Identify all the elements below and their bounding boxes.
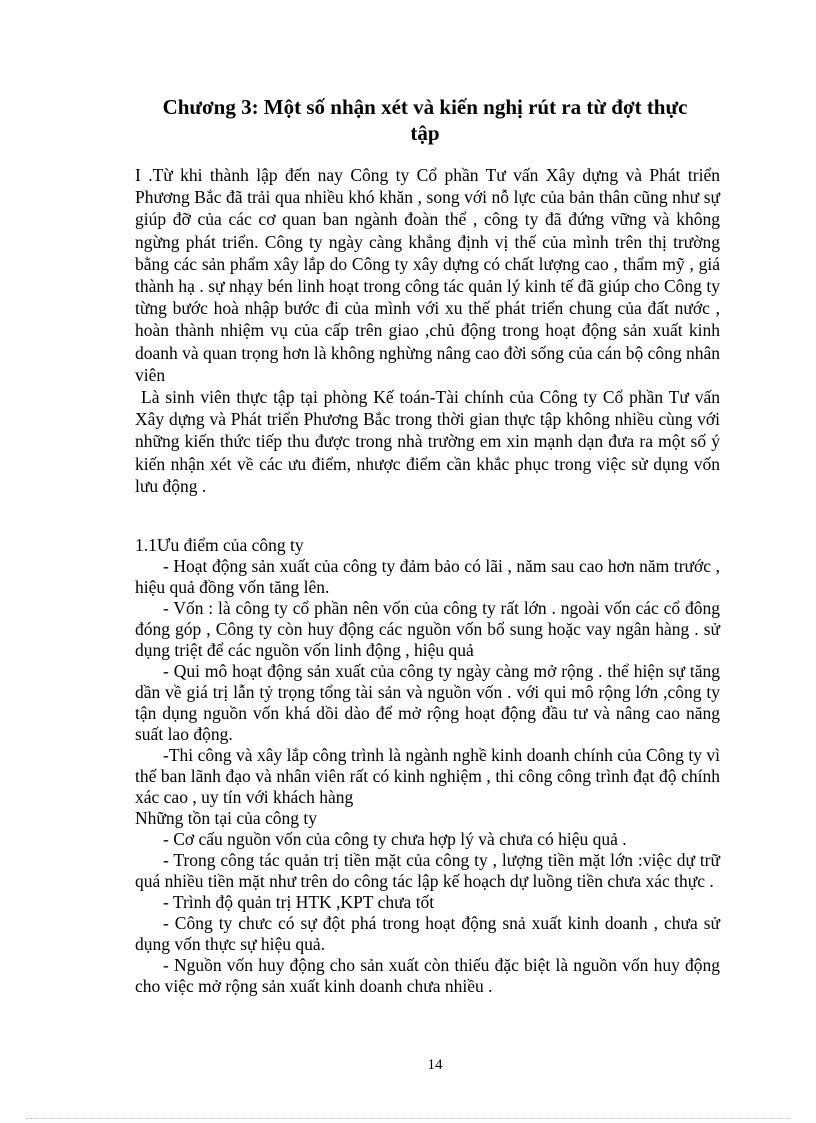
limitation-item: - Trình độ quản trị HTK ,KPT chưa tốt: [163, 892, 435, 912]
chapter-title-line-1: Chương 3: Một số nhận xét và kiến nghị rút ra từ đợt thực: [162, 95, 688, 119]
page-number: 14: [427, 1057, 443, 1073]
intro-section: [135, 164, 720, 497]
intro-paragraph: Là sinh viên thực tập tại phòng Kế toán-Tài chính của Công ty Cổ phần Tư vấn Xây dựng và Phát triển Phương Bắc trong thời gian thực tập không nhiều cùng với những kiến thức tiếp thu được trong nhà trường em xin mạnh dạn đưa ra một số ý kiến nhận xét về các ưu điểm, nhược điểm cần khắc phục trong việc sử dụng vốn lưu động .: [135, 387, 720, 496]
limitation-item: - Nguồn vốn huy động cho sản xuất còn thiếu đặc biệt là nguồn vốn huy động cho việc mở rộng sản xuất kinh doanh chưa nhiều .: [135, 955, 720, 996]
advantages-heading: 1.1Ưu điểm của công ty: [135, 535, 304, 555]
intro-paragraph: I .Từ khi thành lập đến nay Công ty Cổ phần Tư vấn Xây dựng và Phát triển Phương Bắc đã trải qua nhiều khó khăn , song với nỗ lực của bản thân cũng như sự giúp đỡ của các cơ quan ban ngành đoàn thể , công ty đã đứng vững và không ngừng phát triển. Công ty ngày càng khẳng định vị thế của mình trên thị trường bằng các sản phẩm xây lắp do Công ty xây dựng có chất lượng cao , thẩm mỹ , giá thành hạ . sự nhạy bén linh hoạt trong công tác quản lý kinh tế đã giúp cho Công ty từng bước hoà nhập bước đi của mình với xu thế phát triển chung của đất nước , hoàn thành nhiệm vụ của cấp trên giao ,chủ động trong hoạt động sản xuất kinh doanh và quan trọng hơn là không nghừng nâng cao đời sống của cán bộ công nhân viên: [135, 165, 720, 385]
chapter-title: [135, 94, 715, 146]
advantage-item: - Vốn : là công ty cổ phần nên vốn của công ty rất lớn . ngoài vốn các cổ đông đóng góp , Công ty còn huy động các nguồn vốn bổ sung hoặc vay ngân hàng . sử dụng triệt để các nguồn vốn linh động , hiệu quả: [135, 598, 720, 660]
page-bottom-divider: [26, 1118, 790, 1119]
advantage-item: -Thi công và xây lắp công trình là ngành nghề kinh doanh chính của Công ty vì thế ban lãnh đạo và nhân viên rất có kinh nghiệm , thi công công trình đạt độ chính xác cao , uy tín với khách hàng: [135, 745, 720, 807]
limitation-item: - Cơ cấu nguồn vốn của công ty chưa hợp lý và chưa có hiệu quả .: [163, 829, 627, 849]
chapter-title-line-2: tập: [410, 121, 440, 145]
limitation-item: - Trong công tác quản trị tiền mặt của công ty , lượng tiền mặt lớn :việc dự trữ quá nhiều tiền mặt như trên do công tác lập kế hoạch dự luồng tiền chưa xác thực .: [135, 850, 720, 891]
limitation-item: - Công ty chưc có sự đột phá trong hoạt động snả xuất kinh doanh , chưa sử dụng vốn thực sự hiệu quả.: [135, 913, 720, 954]
advantage-item: - Qui mô hoạt động sản xuất của công ty ngày càng mở rộng . thể hiện sự tăng dần về giá trị lẫn tỷ trọng tổng tài sản và nguồn vốn . với qui mô rộng lớn ,công ty tận dụng nguồn vốn khá dồi dào để mở rộng hoạt động đầu tư và nâng cao năng suất lao động.: [135, 661, 720, 744]
advantage-item: - Hoạt động sản xuất của công ty đảm bảo có lãi , năm sau cao hơn năm trước , hiệu quả đồng vốn tăng lên.: [135, 556, 720, 597]
details-section: [135, 535, 720, 997]
limitations-heading: Những tồn tại của công ty: [135, 808, 318, 828]
